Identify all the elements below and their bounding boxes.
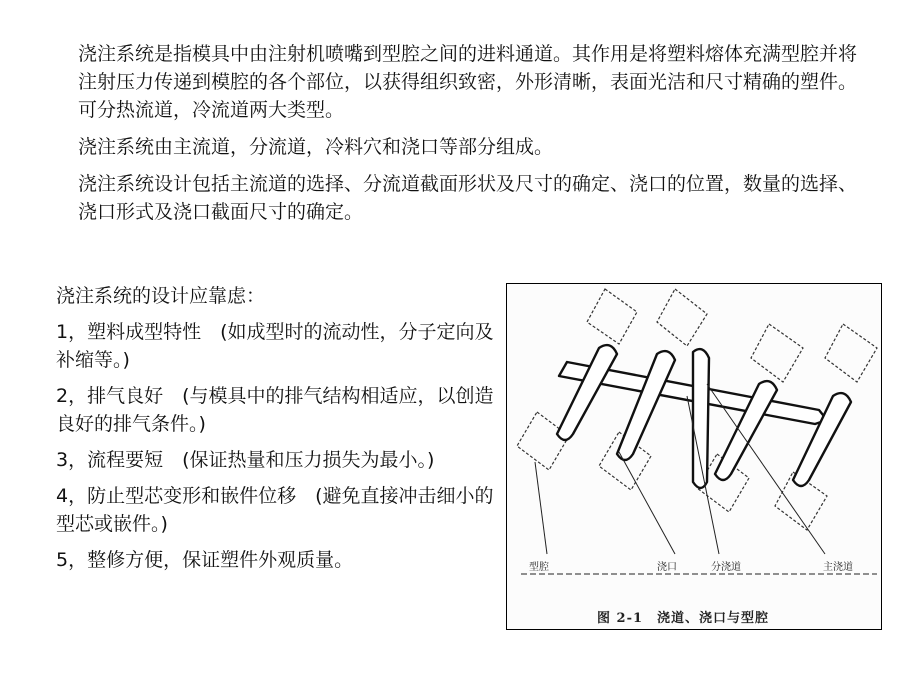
cavity-upper-3 (751, 324, 803, 382)
cavity-upper-4 (825, 324, 877, 382)
branch-runner-1 (557, 345, 617, 440)
intro-paragraph-design-scope: 浇注系统设计包括主流道的选择、分流道截面形状及尺寸的确定、浇口的位置，数量的选择、浇口形式及浇口截面尺寸的确定。 (78, 173, 858, 223)
figure-caption: 图 2-1 浇道、浇口与型腔 (597, 611, 770, 626)
consideration-item-1: 1，塑料成型特性 (如成型时的流动性，分子定向及补缩等。) (56, 321, 494, 371)
intro-paragraph-components: 浇注系统由主流道，分流道，冷料穴和浇口等部分组成。 (78, 136, 554, 158)
considerations-section (56, 282, 506, 582)
consideration-item-3: 3，流程要短 (保证热量和压力损失为最小。) (56, 449, 435, 471)
intro-paragraph-definition: 浇注系统是指模具中由注射机喷嘴到型腔之间的进料通道。其作用是将塑料熔体充满型腔并将注射压力传递到模腔的各个部位，以获得组织致密，外形清晰，表面光洁和尺寸精确的塑件。可分热流道，冷流道两大类型。 (78, 43, 858, 121)
label-sprue: 主浇道 (823, 562, 853, 573)
cavity-upper-2 (657, 289, 707, 346)
intro-section (78, 40, 868, 235)
runner-system-figure (506, 283, 882, 630)
considerations-heading: 浇注系统的设计应靠虑： (56, 285, 266, 307)
label-gate: 浇口 (657, 562, 677, 573)
cavity-lower-1 (517, 412, 569, 470)
consideration-item-5: 5，整修方便，保证塑件外观质量。 (56, 549, 354, 571)
label-cavity: 型腔 (529, 562, 549, 573)
runner-diagram (507, 284, 882, 630)
cavity-upper-1 (587, 289, 637, 344)
leader-gate (619, 452, 675, 554)
consideration-item-4: 4，防止型芯变形和嵌件位移 (避免直接冲击细小的型芯或嵌件。) (56, 485, 494, 535)
consideration-item-2: 2，排气良好 (与模具中的排气结构相适应，以创造良好的排气条件。) (56, 385, 494, 435)
label-runner: 分浇道 (711, 562, 741, 573)
leader-cavity (535, 462, 547, 554)
branch-runner-2 (617, 351, 675, 460)
